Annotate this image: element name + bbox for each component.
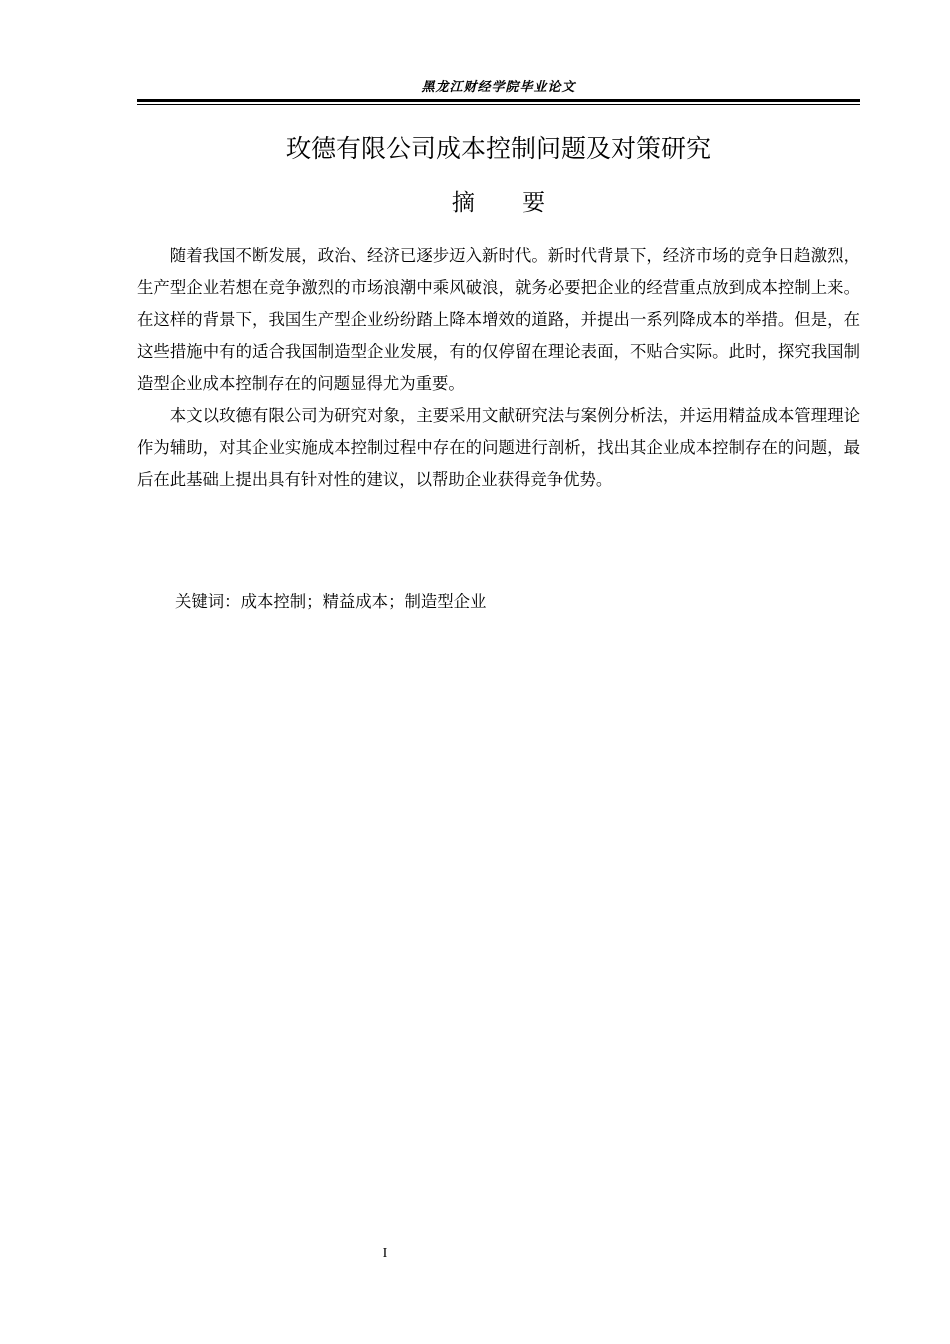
keywords-line: [175, 589, 860, 615]
keywords-text: 成本控制；精益成本；制造型企业: [240, 592, 487, 611]
header-rule-thick: [137, 99, 860, 102]
header-rule-thin: [137, 104, 860, 105]
abstract-paragraph-2: 本文以玫德有限公司为研究对象，主要采用文献研究法与案例分析法，并运用精益成本管理理论作为辅助，对其企业实施成本控制过程中存在的问题进行剖析，找出其企业成本控制存在的问题，最后在此基础上提出具有针对性的建议，以帮助企业获得竞争优势。: [137, 406, 860, 489]
abstract-heading: 摘 要: [451, 190, 546, 216]
page-number: I: [382, 1246, 388, 1261]
abstract-body: [137, 240, 860, 496]
keywords-label: 关键词：: [175, 592, 241, 611]
running-header: 黑龙江财经学院毕业论文: [421, 80, 576, 95]
document-title: 玫德有限公司成本控制问题及对策研究: [285, 134, 711, 163]
abstract-paragraph-1: 随着我国不断发展，政治、经济已逐步迈入新时代。新时代背景下，经济市场的竞争日趋激烈，生产型企业若想在竞争激烈的市场浪潮中乘风破浪，就务必要把企业的经营重点放到成本控制上来。在这样的背景下，我国生产型企业纷纷踏上降本增效的道路，并提出一系列降成本的举措。但是，在这些措施中有的适合我国制造型企业发展，有的仅停留在理论表面，不贴合实际。此时，探究我国制造型企业成本控制存在的问题显得尤为重要。: [137, 246, 860, 393]
